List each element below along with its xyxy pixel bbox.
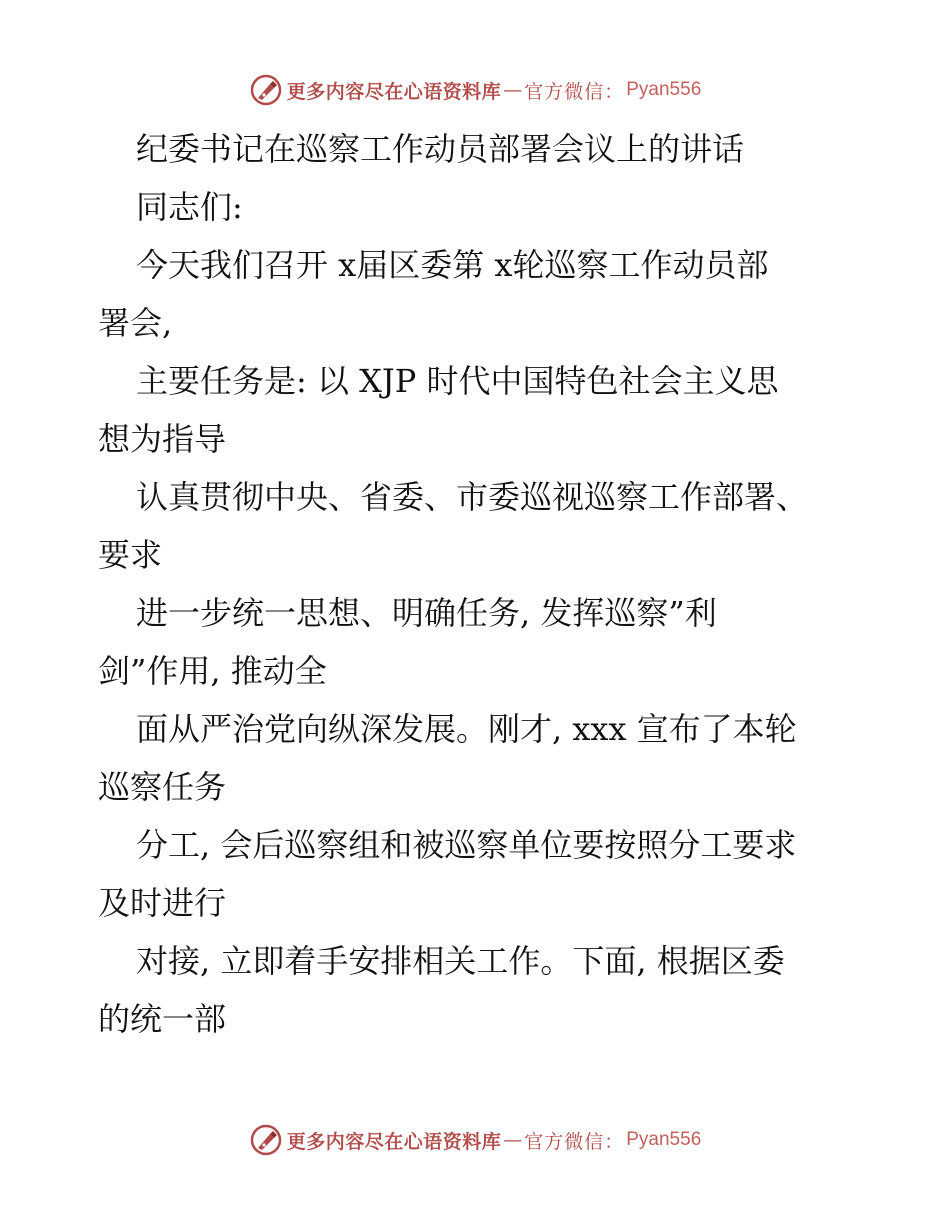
header-banner bbox=[0, 70, 950, 110]
document-title: 纪委书记在巡察工作动员部署会议上的讲话 bbox=[136, 130, 745, 168]
document-body bbox=[98, 120, 858, 1048]
salutation: 同志们: bbox=[136, 188, 243, 226]
paragraph-line: 署会, bbox=[98, 304, 173, 342]
paragraph-line: 主要任务是: 以 XJP 时代中国特色社会主义思 bbox=[136, 362, 779, 400]
paragraph-line: 今天我们召开 x届区委第 x轮巡察工作动员部 bbox=[136, 246, 769, 284]
paragraph-line: 进一步统一思想、明确任务, 发挥巡察”利 bbox=[136, 594, 717, 632]
paragraph-line: 对接, 立即着手安排相关工作。下面, 根据区委 bbox=[136, 942, 785, 980]
header-brand: 更多内容尽在心语资料库 bbox=[286, 80, 502, 103]
header-separator: — bbox=[503, 79, 523, 101]
paragraph-line: 面从严治党向纵深发展。刚才, xxx 宣布了本轮 bbox=[136, 710, 797, 748]
pen-nib-icon bbox=[249, 73, 283, 107]
paragraph-line: 及时进行 bbox=[98, 884, 227, 922]
header-wechat-label: 官方微信： bbox=[524, 80, 625, 103]
footer-separator: — bbox=[503, 1129, 523, 1151]
footer-banner bbox=[0, 1120, 950, 1160]
paragraph-line: 认真贯彻中央、省委、市委巡视巡察工作部署、 bbox=[136, 478, 809, 516]
header-wechat-id: Pyan556 bbox=[626, 79, 702, 100]
footer-brand: 更多内容尽在心语资料库 bbox=[286, 1130, 502, 1153]
paragraph-line: 剑”作用, 推动全 bbox=[98, 652, 327, 690]
paragraph-line: 巡察任务 bbox=[98, 768, 227, 806]
footer-wechat-label: 官方微信： bbox=[524, 1130, 625, 1153]
pen-nib-icon bbox=[249, 1123, 283, 1157]
footer-wechat-id: Pyan556 bbox=[626, 1129, 702, 1150]
paragraph-line: 想为指导 bbox=[98, 420, 227, 458]
paragraph-line: 分工, 会后巡察组和被巡察单位要按照分工要求 bbox=[136, 826, 797, 864]
paragraph-line: 的统一部 bbox=[98, 1000, 227, 1038]
paragraph-line: 要求 bbox=[98, 536, 163, 574]
